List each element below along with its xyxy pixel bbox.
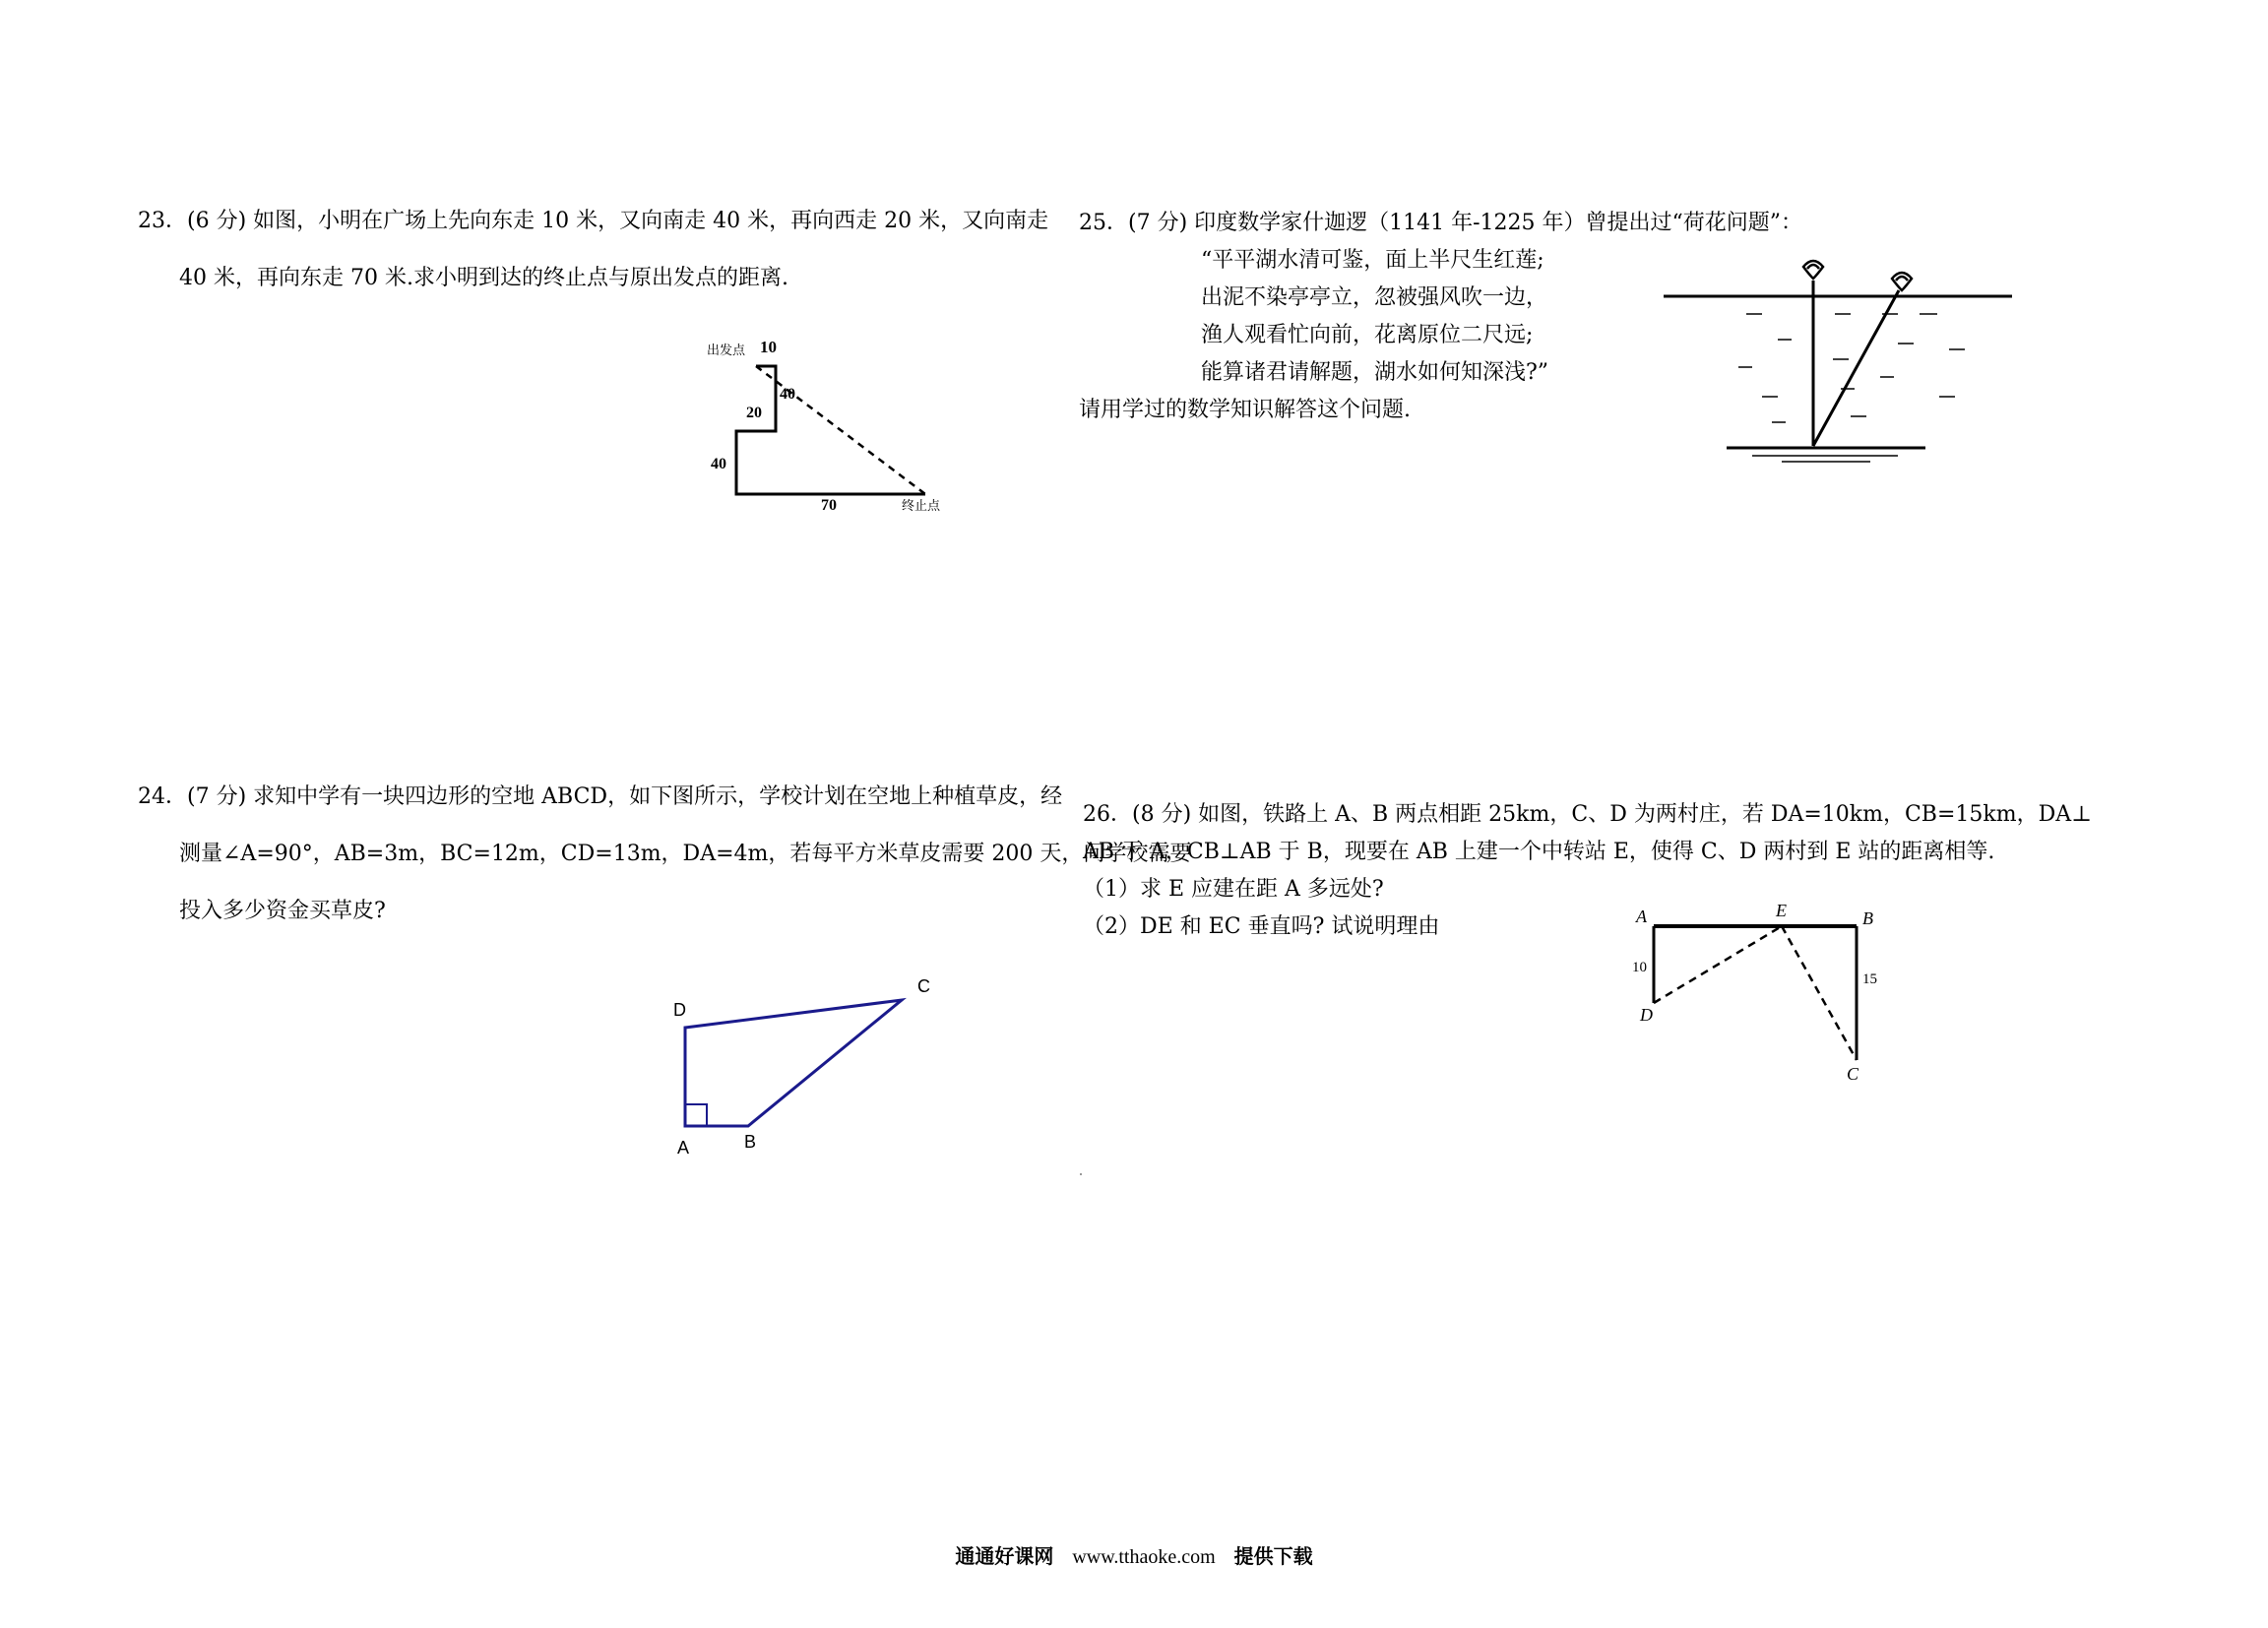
q25-lotus-flower-1 [1803, 261, 1823, 279]
q24-label-c: C [917, 976, 930, 996]
q24-right-angle-mark [685, 1104, 707, 1126]
q23-label-20: 20 [746, 405, 762, 421]
question-24 [138, 779, 1191, 930]
q23-label-10: 10 [760, 338, 777, 356]
q25-line1: 25．(7 分) 印度数学家什迦逻（1141 年-1225 年）曾提出过“荷花问题”： [1079, 211, 1803, 235]
q25-line-last: 请用学过的数学知识解答这个问题. [1079, 398, 1411, 422]
q25-poem-2: 出泥不染亭亭立，忽被强风吹一边， [1201, 285, 1548, 310]
question-26 [1083, 796, 2092, 946]
q23-path [736, 366, 925, 494]
q23-label-70: 70 [821, 497, 837, 514]
q26-label-c: C [1847, 1064, 1859, 1084]
q26-dashed-de [1654, 926, 1782, 1003]
q25-lotus-flower-2 [1892, 273, 1912, 290]
footer [0, 1540, 2268, 1569]
q23-figure [709, 335, 965, 512]
q26-label-b: B [1862, 908, 1873, 928]
q24-label-b: B [744, 1132, 757, 1152]
q24-label-a: A [677, 1138, 690, 1158]
q25-poem-4: 能算诸君请解题，湖水如何知深浅?” [1201, 360, 1549, 385]
q26-dashed-ec [1782, 926, 1857, 1060]
q24-label-d: D [673, 1000, 686, 1020]
q23-end-label: 终止点 [902, 498, 941, 513]
q26-line1: 26．(8 分) 如图，铁路上 A、B 两点相距 25km，C、D 为两村庄，若 DA=10km，CB=15km，DA⊥ [1083, 802, 2092, 827]
stray-dot [1080, 1173, 1082, 1175]
q23-label-40: 40 [711, 456, 726, 472]
footer-url[interactable]: www.tthaoke.com [1072, 1546, 1216, 1568]
q25-poem [1201, 242, 1548, 392]
footer-site: 通通好课网 [955, 1544, 1054, 1568]
q26-label-e: E [1776, 901, 1787, 920]
question-25 [1079, 205, 1802, 242]
q24-quadrilateral [685, 1000, 902, 1126]
q24-line3: 投入多少资金买草皮? [179, 899, 386, 923]
q25-poem-1: “平平湖水清可鉴，面上半尺生红莲; [1201, 248, 1544, 273]
q23-line1: 23．(6 分) 如图，小明在广场上先向东走 10 米，又向南走 40 米，再向西走 20 米，又向南走 [138, 209, 1049, 233]
q24-line2: 测量∠A=90°，AB=3m，BC=12m，CD=13m，DA=4m，若每平方米草皮需要 200 天，问学校需要 [179, 842, 1192, 866]
q26-sub2: （2）DE 和 EC 垂直吗? 试说明理由 [1083, 914, 1440, 939]
q24-figure [669, 974, 945, 1161]
q24-line1: 24．(7 分) 求知中学有一块四边形的空地 ABCD，如下图所示，学校计划在空地上种植草皮，经 [138, 784, 1063, 809]
q26-label-15: 15 [1862, 971, 1877, 987]
q26-label-10: 10 [1632, 960, 1647, 975]
question-23 [138, 203, 1048, 297]
q26-figure [1624, 901, 1900, 1088]
q26-label-a: A [1636, 907, 1647, 926]
q26-line2: AB 于 A，CB⊥AB 于 B，现要在 AB 上建一个中转站 E，使得 C、D 两村到 E 站的距离相等. [1083, 840, 1995, 864]
q25-water-marks [1738, 314, 1965, 422]
q23-line2: 40 米，再向东走 70 米.求小明到达的终止点与原出发点的距离. [179, 266, 788, 290]
q23-start-label: 出发点 [707, 343, 746, 357]
q26-label-d: D [1640, 1005, 1653, 1025]
q25-last [1079, 392, 1411, 429]
q26-sub1: （1）求 E 应建在距 A 多远处? [1083, 877, 1384, 902]
q23-label-40-dash: 40 [780, 386, 795, 403]
footer-suffix: 提供下载 [1233, 1544, 1313, 1568]
q25-poem-3: 渔人观看忙向前，花离原位二尺远; [1201, 323, 1534, 347]
q25-lotus-figure [1654, 251, 2028, 477]
